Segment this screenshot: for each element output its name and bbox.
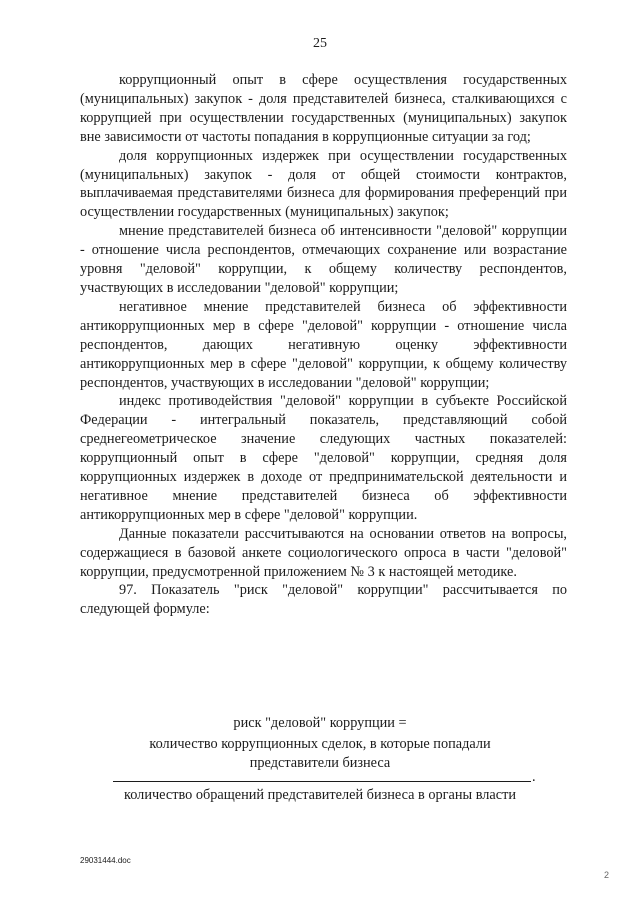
formula-title: риск "деловой" коррупции = [233,715,407,731]
formula-fraction-bar [113,781,531,782]
paragraph-corruption-experience: коррупционный опыт в сфере осуществления государственных (муниципальных) закупок - доля представителей бизнеса, сталкивающихся с коррупцией при осуществлении государственных (муниципальных) закупок вне зависимости от частоты попадания в коррупционные ситуации за год; [80,72,567,145]
formula-trailing-dot: . [532,769,536,785]
corner-mark: 2 [604,870,610,880]
formula-numerator-line-2: представители бизнеса [249,755,391,771]
paragraph-calculation-basis: Данные показатели рассчитываются на основании ответов на вопросы, содержащиеся в базовой анкете социологического опроса в части "деловой" коррупции, предусмотренной приложением № 3 к настоящей методике. [80,525,567,580]
formula-numerator-line-1: количество коррупционных сделок, в которые попадали [149,736,491,752]
page-number: 25 [313,36,327,51]
paragraph-intensity-opinion: мнение представителей бизнеса об интенсивности "деловой" коррупции - отношение числа респондентов, отмечающих сохранение или возрастание уровня "деловой" коррупции, к общему количеству респондентов, участвующих в исследовании "деловой" коррупции; [80,223,567,296]
paragraph-corruption-costs-share: доля коррупционных издержек при осуществлении государственных (муниципальных) закупок - доля от общей стоимости контрактов, выплачиваемая представителями бизнеса для формирования преференций при осуществлении государственных (муниципальных) закупок; [80,147,567,221]
formula-denominator: количество обращений представителей бизнеса в органы власти [124,787,516,803]
document-file-code: 29031444.doc [80,856,131,865]
paragraph-negative-opinion: негативное мнение представителей бизнеса об эффективности антикоррупционных мер в сфере "деловой" коррупции - отношение числа респондентов, дающих негативную оценку эффективности антикоррупционных мер в сфере "деловой" коррупции, к общему количеству респондентов, участвующих в исследовании "деловой" коррупции; [80,298,567,391]
document-body [80,71,567,619]
paragraph-counteraction-index: индекс противодействия "деловой" коррупции в субъекте Российской Федерации - интегральный показатель, представляющий собой среднегеометрическое значение следующих частных показателей: коррупционный опыт в сфере "деловой" коррупции, средняя доля коррупционных издержек в доходе от предпринимательской деятельности и негативное мнение представителей бизнеса об эффективности антикоррупционных мер в сфере "деловой" коррупции. [80,393,567,523]
paragraph-item-97: 97. Показатель "риск "деловой" коррупции" рассчитывается по следующей формуле: [80,582,567,618]
